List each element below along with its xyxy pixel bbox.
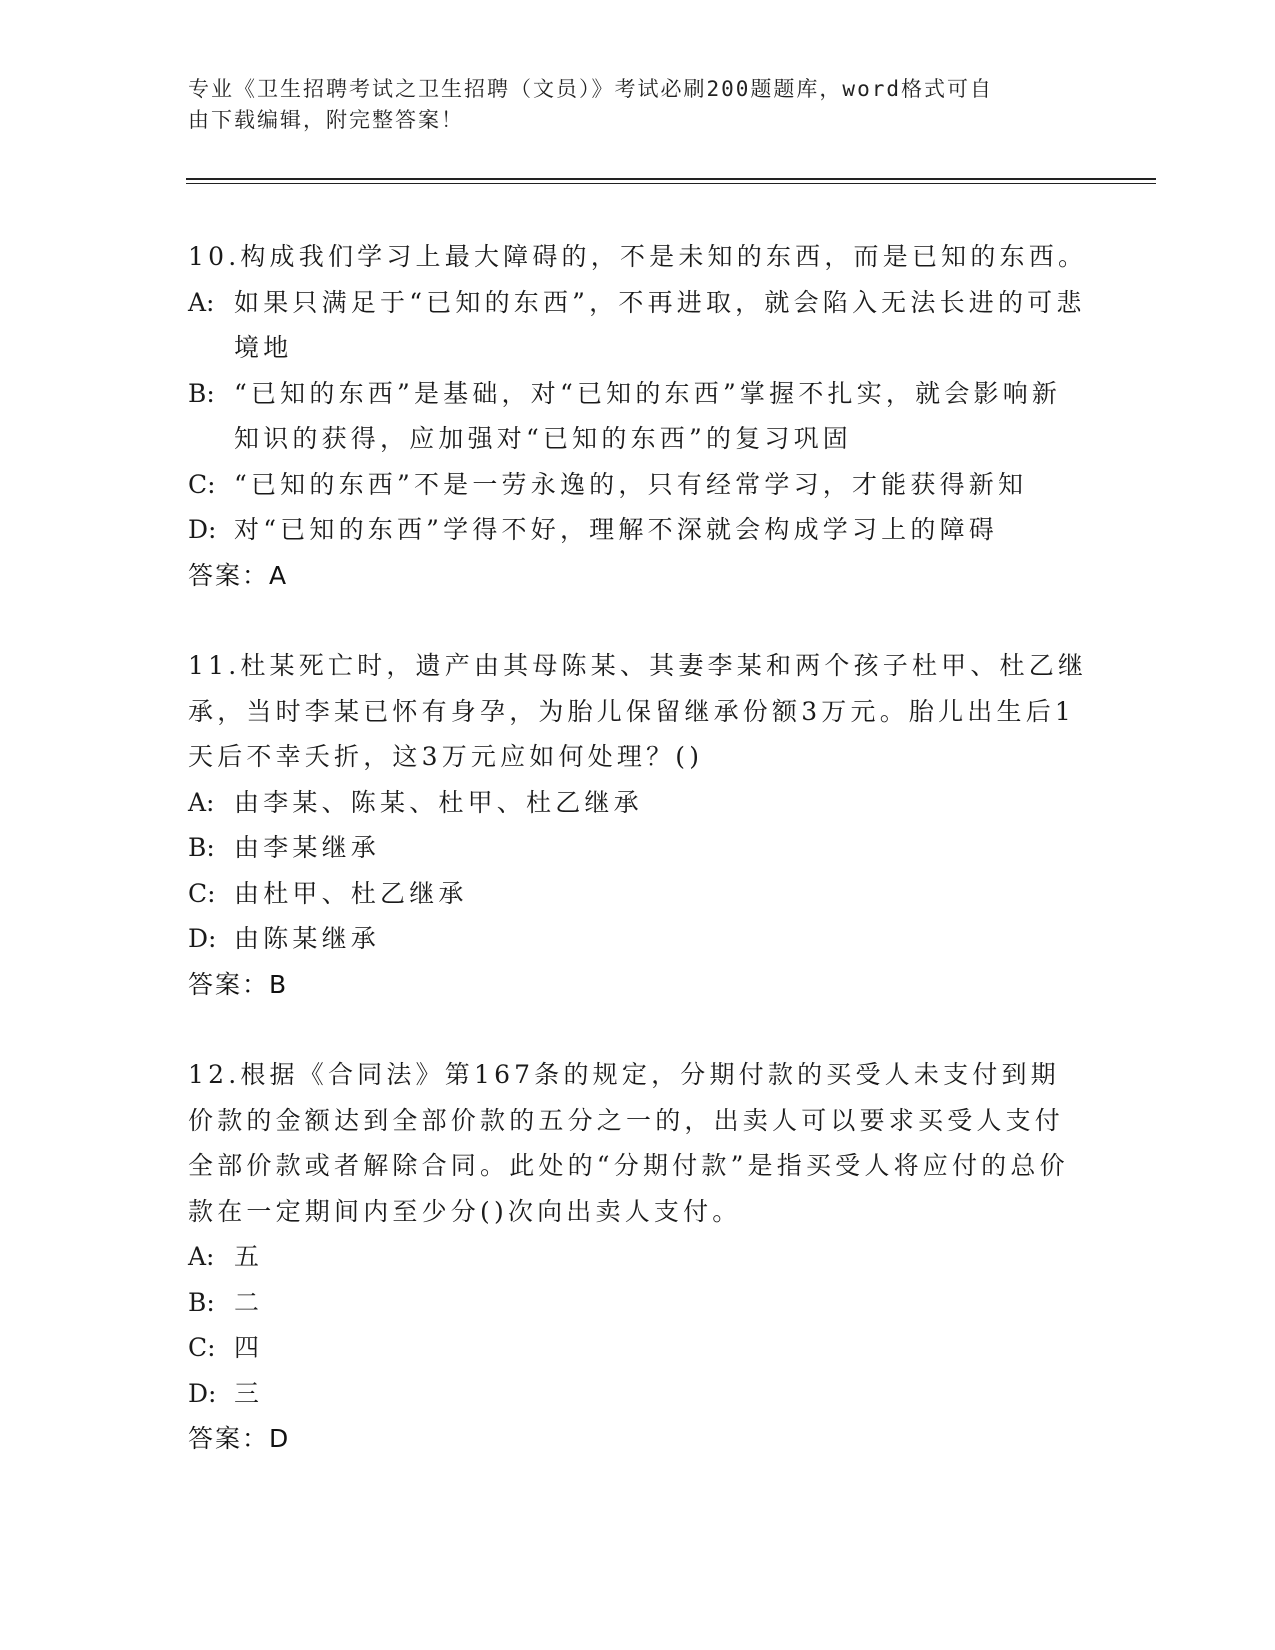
option-text: 由李某继承 xyxy=(234,833,381,862)
option-letter: C: xyxy=(188,1333,216,1362)
question-stem: 12.根据《合同法》第167条的规定，分期付款的买受人未支付到期价款的金额达到全部价款的五分之一的，出卖人可以要求买受人支付全部价款或者解除合同。此处的“分期付款”是指买受人将应付的总价款在一定期间内至少分()次向出卖人支付。 xyxy=(188,1060,1069,1226)
option-letter: A: xyxy=(188,287,215,317)
option-text: “已知的东西”不是一劳永逸的，只有经常学习，才能获得新知 xyxy=(234,469,1028,499)
option-text: 由陈某继承 xyxy=(234,924,381,953)
option-letter: D: xyxy=(188,1378,217,1408)
question-11 xyxy=(188,643,1088,1007)
option-text: 五 xyxy=(234,1242,264,1271)
option-c xyxy=(188,462,1088,508)
option-d xyxy=(188,507,1088,553)
option-a xyxy=(188,780,1088,826)
header-divider-thick xyxy=(186,178,1156,180)
question-list xyxy=(188,234,1088,1507)
answer-label: 答案：B xyxy=(188,969,289,999)
option-b xyxy=(188,825,1088,871)
option-text: 二 xyxy=(234,1287,264,1317)
option-letter: B: xyxy=(188,378,215,408)
option-letter: D: xyxy=(188,924,217,953)
answer-label: 答案：D xyxy=(188,1424,291,1453)
header-line-2: 由下载编辑，附完整答案！ xyxy=(188,108,464,132)
question-12 xyxy=(188,1052,1088,1462)
option-d xyxy=(188,1371,1088,1417)
option-text: “已知的东西”是基础，对“已知的东西”掌握不扎实，就会影响新知识的获得，应加强对“已知的东西”的复习巩固 xyxy=(234,378,1062,453)
option-letter: B: xyxy=(188,833,215,862)
option-letter: B: xyxy=(188,1287,215,1317)
option-letter: C: xyxy=(188,469,216,499)
option-b xyxy=(188,371,1088,462)
option-a xyxy=(188,1234,1088,1280)
option-c xyxy=(188,1325,1088,1371)
question-stem: 11.杜某死亡时，遗产由其母陈某、其妻李某和两个孩子杜甲、杜乙继承，当时李某已怀有身孕，为胎儿保留继承份额3万元。胎儿出生后1天后不幸夭折，这3万元应如何处理？() xyxy=(188,651,1088,771)
option-letter: A: xyxy=(188,1242,215,1271)
option-b xyxy=(188,1280,1088,1326)
option-a xyxy=(188,280,1088,371)
option-d xyxy=(188,916,1088,962)
option-c xyxy=(188,871,1088,917)
header-divider-thin xyxy=(186,183,1156,184)
option-text: 三 xyxy=(234,1378,264,1408)
option-text: 由杜甲、杜乙继承 xyxy=(234,878,468,908)
option-text: 四 xyxy=(234,1333,264,1362)
option-letter: D: xyxy=(188,515,217,544)
header-line-1: 专业《卫生招聘考试之卫生招聘（文员）》考试必刷200题题库，word格式可自 xyxy=(188,77,993,101)
document-header xyxy=(188,74,1068,136)
answer-label: 答案：A xyxy=(188,560,289,590)
question-10 xyxy=(188,234,1088,598)
option-text: 如果只满足于“已知的东西”，不再进取，就会陷入无法长进的可悲境地 xyxy=(234,287,1086,362)
option-text: 由李某、陈某、杜甲、杜乙继承 xyxy=(234,787,643,817)
question-stem: 10.构成我们学习上最大障碍的，不是未知的东西，而是已知的东西。 xyxy=(188,242,1088,271)
option-letter: A: xyxy=(188,787,215,817)
option-letter: C: xyxy=(188,878,216,908)
option-text: 对“已知的东西”学得不好，理解不深就会构成学习上的障碍 xyxy=(234,515,998,544)
